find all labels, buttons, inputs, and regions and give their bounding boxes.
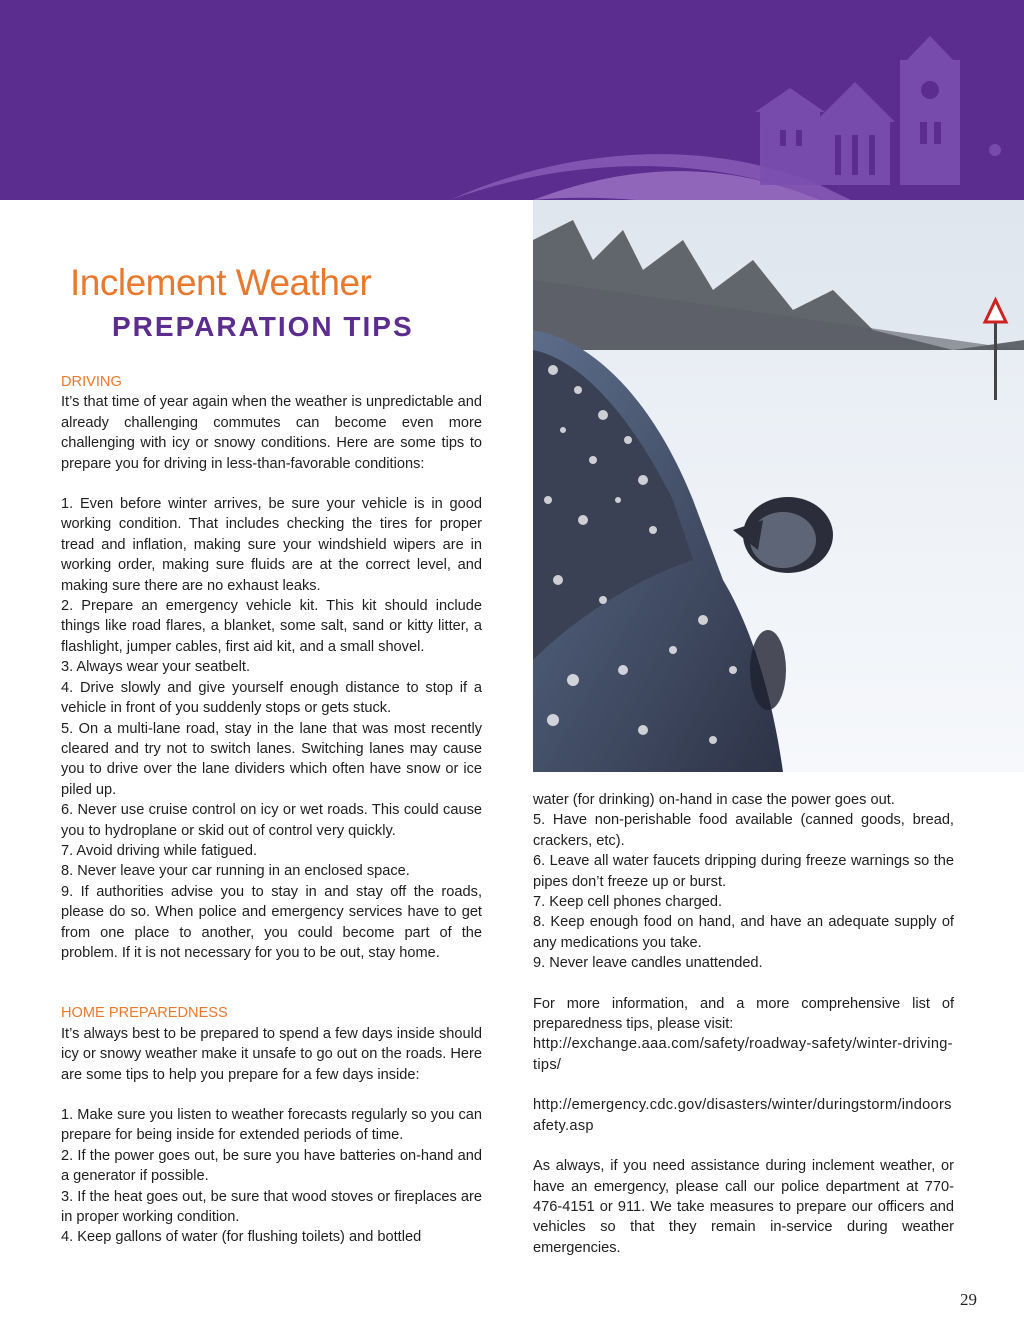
driving-intro: It’s that time of year again when the weather is unpredictable and already challenging commutes can become even more challenging with icy or snowy conditions. Here are some tips to prepare you for driving in less-than-favorable conditions: [61, 394, 482, 472]
page-number: 29 [960, 1290, 977, 1309]
home-tip: 3. If the heat goes out, be sure that wood stoves or fireplaces are in proper working condition. [61, 1188, 482, 1226]
driving-tip: 2. Prepare an emergency vehicle kit. This kit should include things like road flares, a blanket, some salt, sand or kitty litter, a flashlight, jumper cables, first aid kit, and a small shovel. [61, 598, 482, 655]
driving-tip: 4. Drive slowly and give yourself enough distance to stop if a vehicle in front of you suddenly stops or gets stuck. [61, 679, 482, 717]
snowy-car-road-photo [533, 200, 1024, 772]
driving-tip: 6. Never use cruise control on icy or wet roads. This could cause you to hydroplane or skid out of control very quickly. [61, 802, 482, 839]
home-tip: water (for drinking) on-hand in case the power goes out. [533, 792, 895, 808]
cdc-link[interactable]: http://emergency.cdc.gov/disasters/winter/duringstorm/indoorsafety.asp [533, 1097, 952, 1134]
home-tip: 7. Keep cell phones charged. [533, 894, 723, 911]
home-tip: 4. Keep gallons of water (for flushing toilets) and bottled [61, 1229, 422, 1246]
left-column [61, 372, 482, 1248]
home-tip: 5. Have non-perishable food available (canned goods, bread, crackers, etc). [533, 812, 954, 849]
home-tip: 6. Leave all water faucets dripping during freeze warnings so the pipes don’t freeze up or burst. [533, 853, 954, 890]
page-subtitle: PREPARATION TIPS [112, 311, 414, 342]
driving-tip: 7. Avoid driving while fatigued. [61, 842, 258, 859]
home-tip: 9. Never leave candles unattended. [533, 955, 763, 972]
driving-tip: 5. On a multi-lane road, stay in the lane that was most recently cleared and try not to switch lanes. Switching lanes may cause you to drive over the lane dividers which often have snow or ice piled up. [61, 720, 482, 798]
home-intro: It’s always best to be prepared to spend a few days inside should icy or snowy weather make it unsafe to go out on the roads. Here are some tips to help you prepare for a few days inside: [61, 1025, 483, 1083]
home-heading: HOME PREPAREDNESS [61, 1005, 228, 1022]
driving-tip: 9. If authorities advise you to stay in and stay off the roads, please do so. When police and emergency services have to get from one place to another, you could become part of the problem. If it is not necessary for you to be out, stay home. [61, 883, 482, 961]
driving-heading: DRIVING [61, 374, 122, 390]
more-info-text: For more information, and a more comprehensive list of preparedness tips, please visit: [533, 995, 954, 1033]
home-tip: 2. If the power goes out, be sure you have batteries on-hand and a generator if possible. [61, 1147, 482, 1185]
right-column [533, 790, 954, 1258]
page-title: Inclement Weather [70, 262, 372, 303]
home-tip: 8. Keep enough food on hand, and have an adequate supply of any medications you take. [533, 914, 954, 951]
closing-text: As always, if you need assistance during inclement weather, or have an emergency, please call our police department at 770-476-4151 or 911. We take measures to prepare our officers and vehicles so that they remain in-service during weather emergencies. [533, 1158, 954, 1256]
home-tip: 1. Make sure you listen to weather forecasts regularly so you can prepare for being inside for extended periods of time. [61, 1107, 482, 1144]
driving-tip: 1. Even before winter arrives, be sure your vehicle is in good working condition. That includes checking the tires for proper tread and inflation, making sure your windshield wipers are in working order, making sure fluids are at the correct level, and making sure there are no exhaust leaks. [61, 496, 482, 594]
aaa-link[interactable]: http://exchange.aaa.com/safety/roadway-safety/winter-driving-tips/ [533, 1036, 953, 1073]
driving-tip: 3. Always wear your seatbelt. [61, 659, 250, 676]
driving-tip: 8. Never leave your car running in an enclosed space. [61, 863, 410, 880]
